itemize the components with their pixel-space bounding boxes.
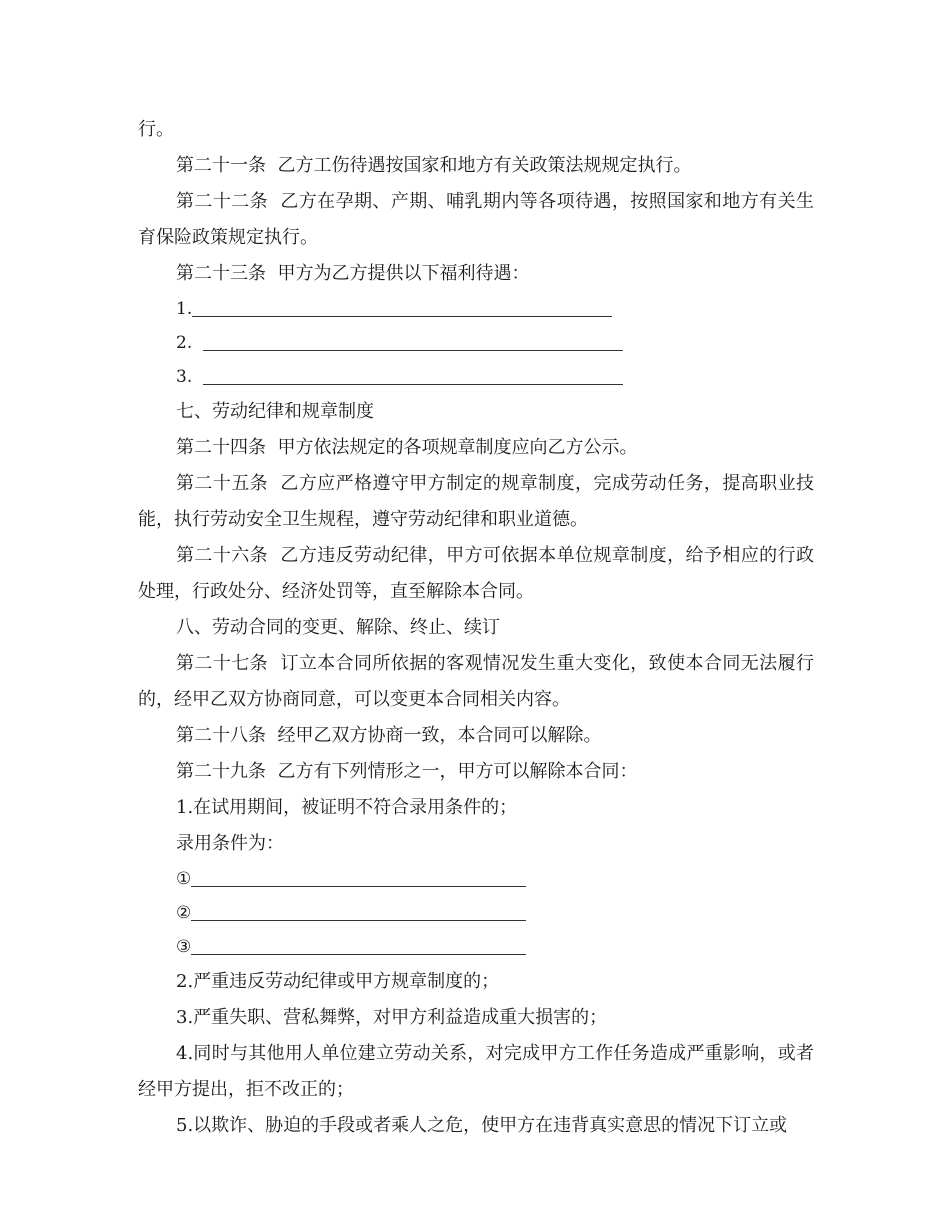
hiring-condition-2 — [176, 896, 814, 930]
clause-3: 3.严重失职、营私舞弊，对甲方利益造成重大损害的； — [176, 1007, 608, 1028]
article-23: 第二十三条 甲方为乙方提供以下福利待遇： — [176, 263, 530, 284]
section-heading-7: 七、劳动纪律和规章制度 — [176, 401, 374, 422]
condition-marker: ① — [176, 869, 192, 889]
welfare-item-number: 1. — [176, 299, 193, 319]
article-25: 第二十五条 乙方应严格遵守甲方制定的规章制度，完成劳动任务，提高职业技能，执行劳动安全卫生规程，遵守劳动纪律和职业道德。 — [138, 473, 814, 530]
fill-in-blank-line[interactable] — [191, 920, 526, 921]
article-28: 第二十八条 经甲乙双方协商一致，本合同可以解除。 — [176, 725, 602, 746]
article-22: 第二十二条 乙方在孕期、产期、哺乳期内等各项待遇，按照国家和地方有关生育保险政策规定执行。 — [138, 191, 814, 248]
fill-in-blank-line[interactable] — [191, 954, 526, 955]
article-26: 第二十六条 乙方违反劳动纪律，甲方可依据本单位规章制度，给予相应的行政处理，行政处分、经济处罚等，直至解除本合同。 — [138, 545, 814, 602]
hiring-conditions-label: 录用条件为： — [176, 833, 284, 854]
welfare-item-3 — [176, 360, 814, 394]
article-27: 第二十七条 订立本合同所依据的客观情况发生重大变化，致使本合同无法履行的，经甲乙双方协商同意，可以变更本合同相关内容。 — [138, 653, 814, 710]
welfare-item-number: 3. — [176, 367, 204, 387]
fill-in-blank-line[interactable] — [203, 350, 623, 351]
paragraph-continuation: 行。 — [138, 119, 174, 140]
fill-in-blank-line[interactable] — [203, 384, 623, 385]
fill-in-blank-line[interactable] — [192, 316, 612, 317]
clause-5: 5.以欺诈、胁迫的手段或者乘人之危，使甲方在违背真实意思的情况下订立或 — [176, 1115, 788, 1136]
fill-in-blank-line[interactable] — [191, 886, 526, 887]
clause-4: 4.同时与其他用人单位建立劳动关系，对完成甲方工作任务造成严重影响，或者经甲方提出，拒不改正的； — [138, 1043, 814, 1100]
welfare-item-2 — [176, 326, 814, 360]
section-heading-8: 八、劳动合同的变更、解除、终止、续订 — [176, 617, 500, 638]
condition-marker: ③ — [176, 937, 192, 957]
clause-2: 2.严重违反劳动纪律或甲方规章制度的； — [176, 971, 500, 992]
article-24: 第二十四条 甲方依法规定的各项规章制度应向乙方公示。 — [176, 437, 638, 458]
article-29: 第二十九条 乙方有下列情形之一，甲方可以解除本合同： — [176, 761, 638, 782]
document-body — [138, 112, 814, 1144]
hiring-condition-1 — [176, 862, 814, 896]
welfare-item-1 — [176, 292, 814, 326]
article-21: 第二十一条 乙方工伤待遇按国家和地方有关政策法规规定执行。 — [176, 155, 692, 176]
hiring-condition-3 — [176, 930, 814, 964]
clause-1: 1.在试用期间，被证明不符合录用条件的； — [176, 797, 518, 818]
condition-marker: ② — [176, 903, 192, 923]
welfare-item-number: 2. — [176, 333, 204, 353]
